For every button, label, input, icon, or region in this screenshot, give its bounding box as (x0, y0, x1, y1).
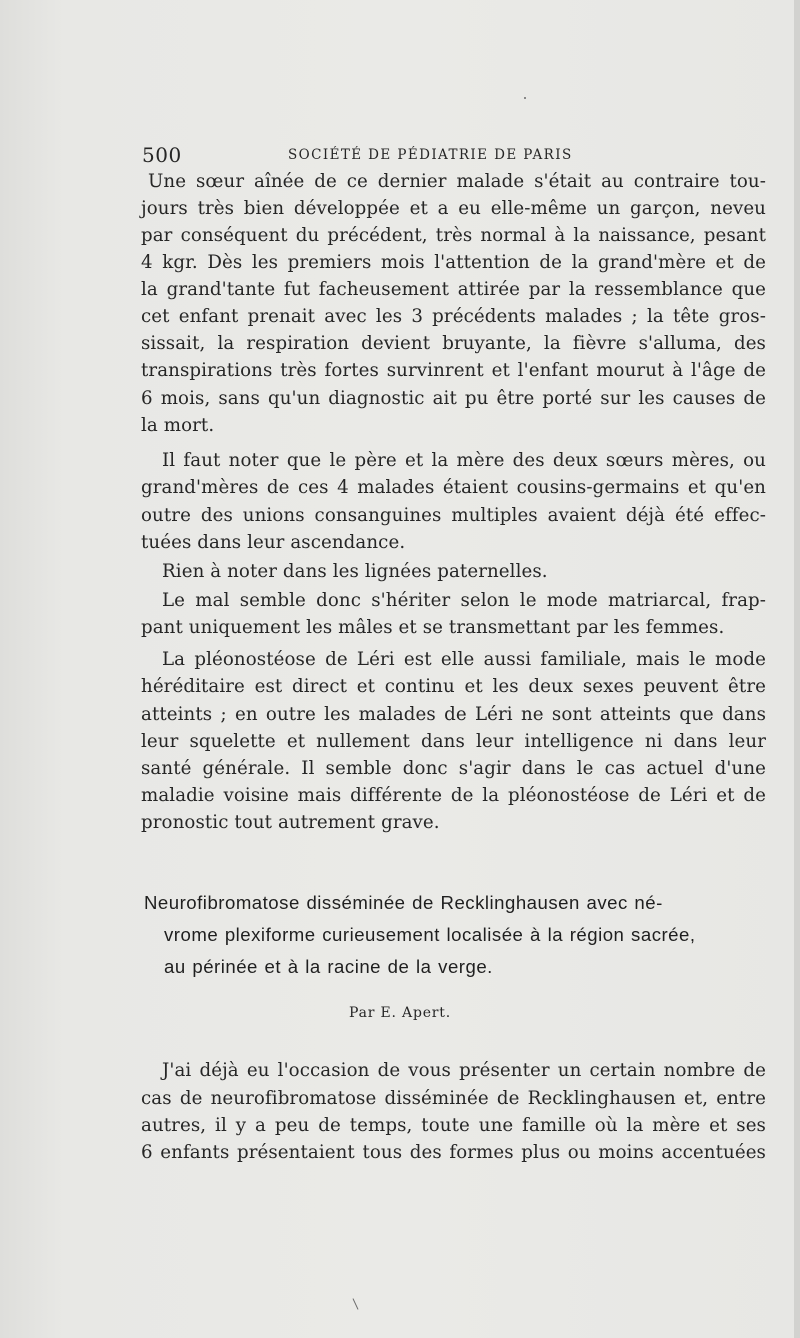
paper-speck (524, 97, 526, 99)
author-byline: Par E. Apert. (349, 1005, 451, 1021)
text-line: autres, il y a peu de temps, toute une famille où la mère et ses (141, 1115, 766, 1136)
text-line: 6 enfants présentaient tous des formes plus ou moins accentuées (141, 1142, 766, 1163)
text-line: pant uniquement les mâles et se transmettant par les femmes. (141, 617, 725, 638)
running-head: SOCIÉTÉ DE PÉDIATRIE DE PARIS (288, 147, 573, 163)
text-line: transpirations très fortes survinrent et l'enfant mourut à l'âge de (141, 360, 766, 381)
section-title-line: Neurofibromatose disséminée de Recklinghausen avec né- (144, 892, 663, 913)
page-edge-shadow (794, 0, 800, 1338)
text-line: cas de neurofibromatose disséminée de Recklinghausen et, entre (141, 1088, 766, 1109)
text-line: atteints ; en outre les malades de Léri ne sont atteints que dans (141, 704, 766, 725)
text-line: pronostic tout autrement grave. (141, 812, 440, 833)
text-line: maladie voisine mais différente de la pléonostéose de Léri et de (141, 785, 766, 806)
text-line: santé générale. Il semble donc s'agir dans le cas actuel d'une (141, 758, 766, 779)
text-line: Rien à noter dans les lignées paternelles. (162, 561, 548, 582)
text-line: par conséquent du précédent, très normal à la naissance, pesant (141, 225, 766, 246)
text-line: jours très bien développée et a eu elle-même un garçon, neveu (141, 198, 766, 219)
text-line: Il faut noter que le père et la mère des deux sœurs mères, ou (162, 450, 766, 471)
text-line: La pléonostéose de Léri est elle aussi familiale, mais le mode (162, 649, 766, 670)
paper-speck (353, 1298, 359, 1309)
text-line: grand'mères de ces 4 malades étaient cousins-germains et qu'en (141, 477, 766, 498)
text-line: outre des unions consanguines multiples avaient déjà été effec- (141, 505, 766, 526)
text-line: héréditaire est direct et continu et les deux sexes peuvent être (141, 676, 766, 697)
section-title-line: vrome plexiforme curieusement localisée à la région sacrée, (164, 924, 696, 945)
text-line: tuées dans leur ascendance. (141, 532, 406, 553)
text-line: 6 mois, sans qu'un diagnostic ait pu être porté sur les causes de (141, 388, 766, 409)
text-line: la grand'tante fut facheusement attirée par la ressemblance que (141, 279, 766, 300)
page-header (142, 143, 766, 169)
text-line: 4 kgr. Dès les premiers mois l'attention de la grand'mère et de (141, 252, 766, 273)
text-line: la mort. (141, 415, 215, 436)
text-line: cet enfant prenait avec les 3 précédents malades ; la tête gros- (141, 306, 766, 327)
text-line: sissait, la respiration devient bruyante, la fièvre s'alluma, des (141, 333, 766, 354)
section-title-line: au périnée et à la racine de la verge. (164, 956, 493, 977)
text-line: Le mal semble donc s'hériter selon le mode matriarcal, frap- (162, 590, 766, 611)
text-line: leur squelette et nullement dans leur intelligence ni dans leur (141, 731, 766, 752)
page-number: 500 (142, 143, 182, 167)
text-line: Une sœur aînée de ce dernier malade s'était au contraire tou- (148, 171, 766, 192)
text-line: J'ai déjà eu l'occasion de vous présenter un certain nombre de (162, 1060, 766, 1081)
